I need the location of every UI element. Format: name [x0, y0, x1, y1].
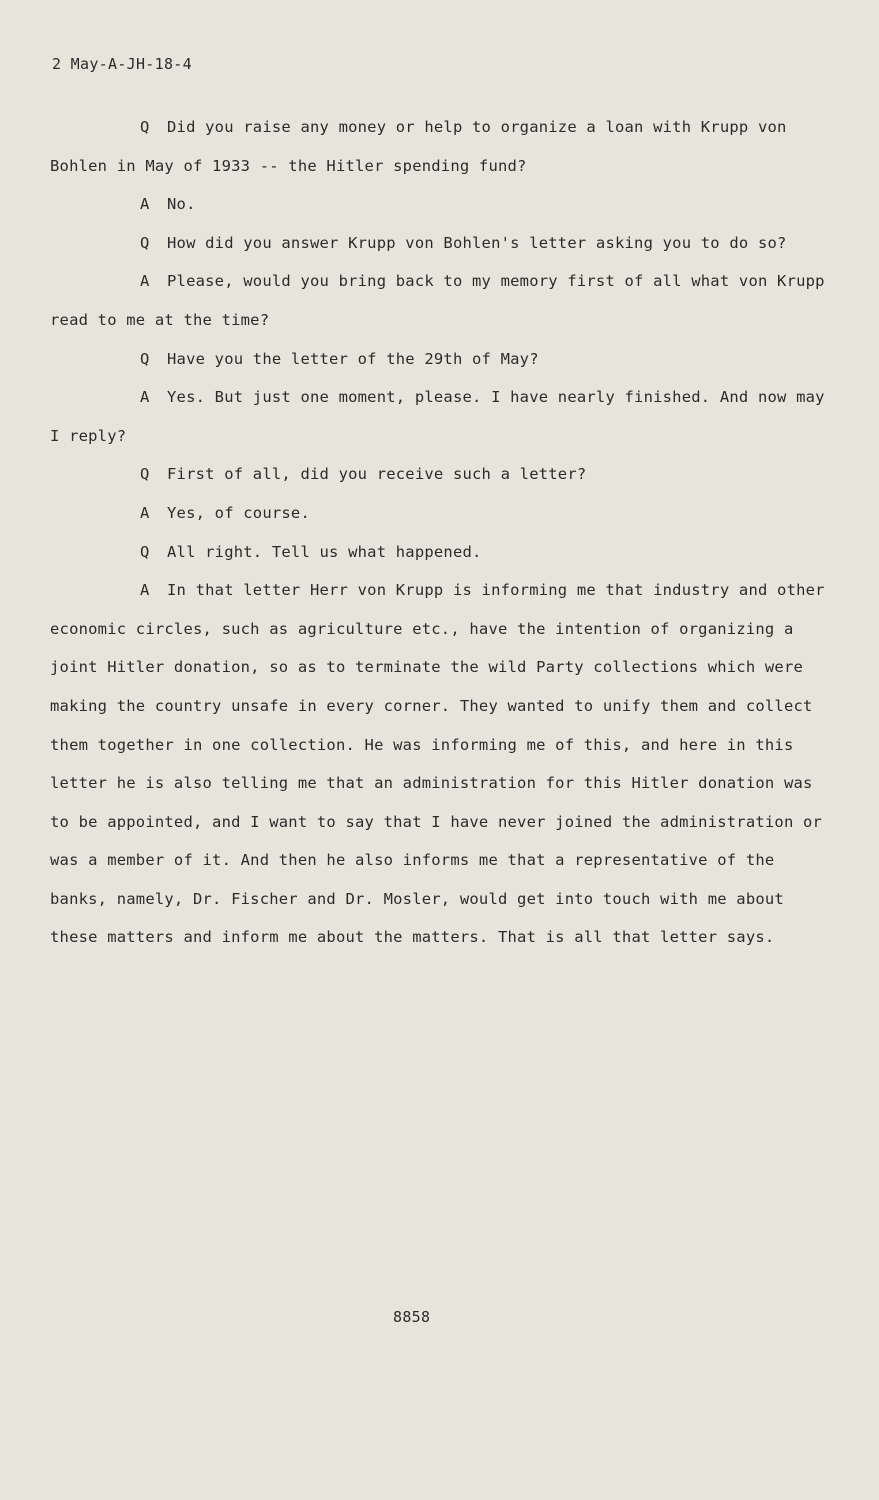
paragraph-text: First of all, did you receive such a letter?: [167, 465, 587, 484]
paragraph-text: How did you answer Krupp von Bohlen's letter asking you to do so?: [167, 233, 787, 252]
transcript-paragraph: [50, 455, 830, 494]
paragraph-text: Please, would you bring back to my memory first of all what von Krupp read to me at the time?: [50, 272, 825, 329]
transcript-paragraph: [50, 262, 830, 339]
speaker-label: Q: [140, 118, 150, 136]
transcript-paragraph: [50, 494, 830, 533]
transcript-paragraph: [50, 533, 830, 572]
transcript-paragraph: [50, 108, 830, 185]
paragraph-text: Did you raise any money or help to organize a loan with Krupp von Bohlen in May of 1933 -- the Hitler spending fund?: [50, 118, 787, 175]
speaker-label: Q: [140, 542, 150, 561]
speaker-label: Q: [140, 349, 150, 368]
paragraph-text: All right. Tell us what happened.: [167, 542, 482, 561]
transcript-paragraph: [50, 340, 830, 379]
transcript-paragraph: [50, 224, 830, 263]
paragraph-text: Yes, of course.: [167, 503, 310, 522]
speaker-label: Q: [140, 465, 150, 484]
speaker-label: A: [140, 195, 150, 214]
paragraph-text: No.: [167, 195, 196, 214]
document-reference: 2 May-A-JH-18-4: [52, 55, 192, 73]
transcript-body: [50, 108, 830, 957]
transcript-paragraph: [50, 571, 830, 957]
paragraph-text: Have you the letter of the 29th of May?: [167, 349, 539, 368]
paragraph-text: In that letter Herr von Krupp is informing me that industry and other economic circles, such as agriculture etc., have the intention of organizing a joint Hitler donation, so as to terminate the wild Party collections which were making the country unsafe in every corner. They wanted to unify them and collect them together in one collection. He was informing me of this, and here in this letter he is also telling me that an administration for this Hitler donation was to be appointed, and I want to say that I have never joined the administration or was a member of it. And then he also informs me that a representative of the banks, namely, Dr. Fischer and Dr. Mosler, would get into touch with me about these matters and inform me about the matters. That is all that letter says.: [50, 581, 825, 947]
transcript-paragraph: [50, 185, 830, 224]
speaker-label: A: [140, 503, 150, 522]
paragraph-text: Yes. But just one moment, please. I have nearly finished. And now may I reply?: [50, 388, 825, 445]
speaker-label: A: [140, 272, 150, 291]
speaker-label: A: [140, 581, 150, 600]
speaker-label: Q: [140, 233, 150, 252]
page-number: 8858: [393, 1308, 431, 1326]
transcript-paragraph: [50, 378, 830, 455]
speaker-label: A: [140, 388, 150, 407]
